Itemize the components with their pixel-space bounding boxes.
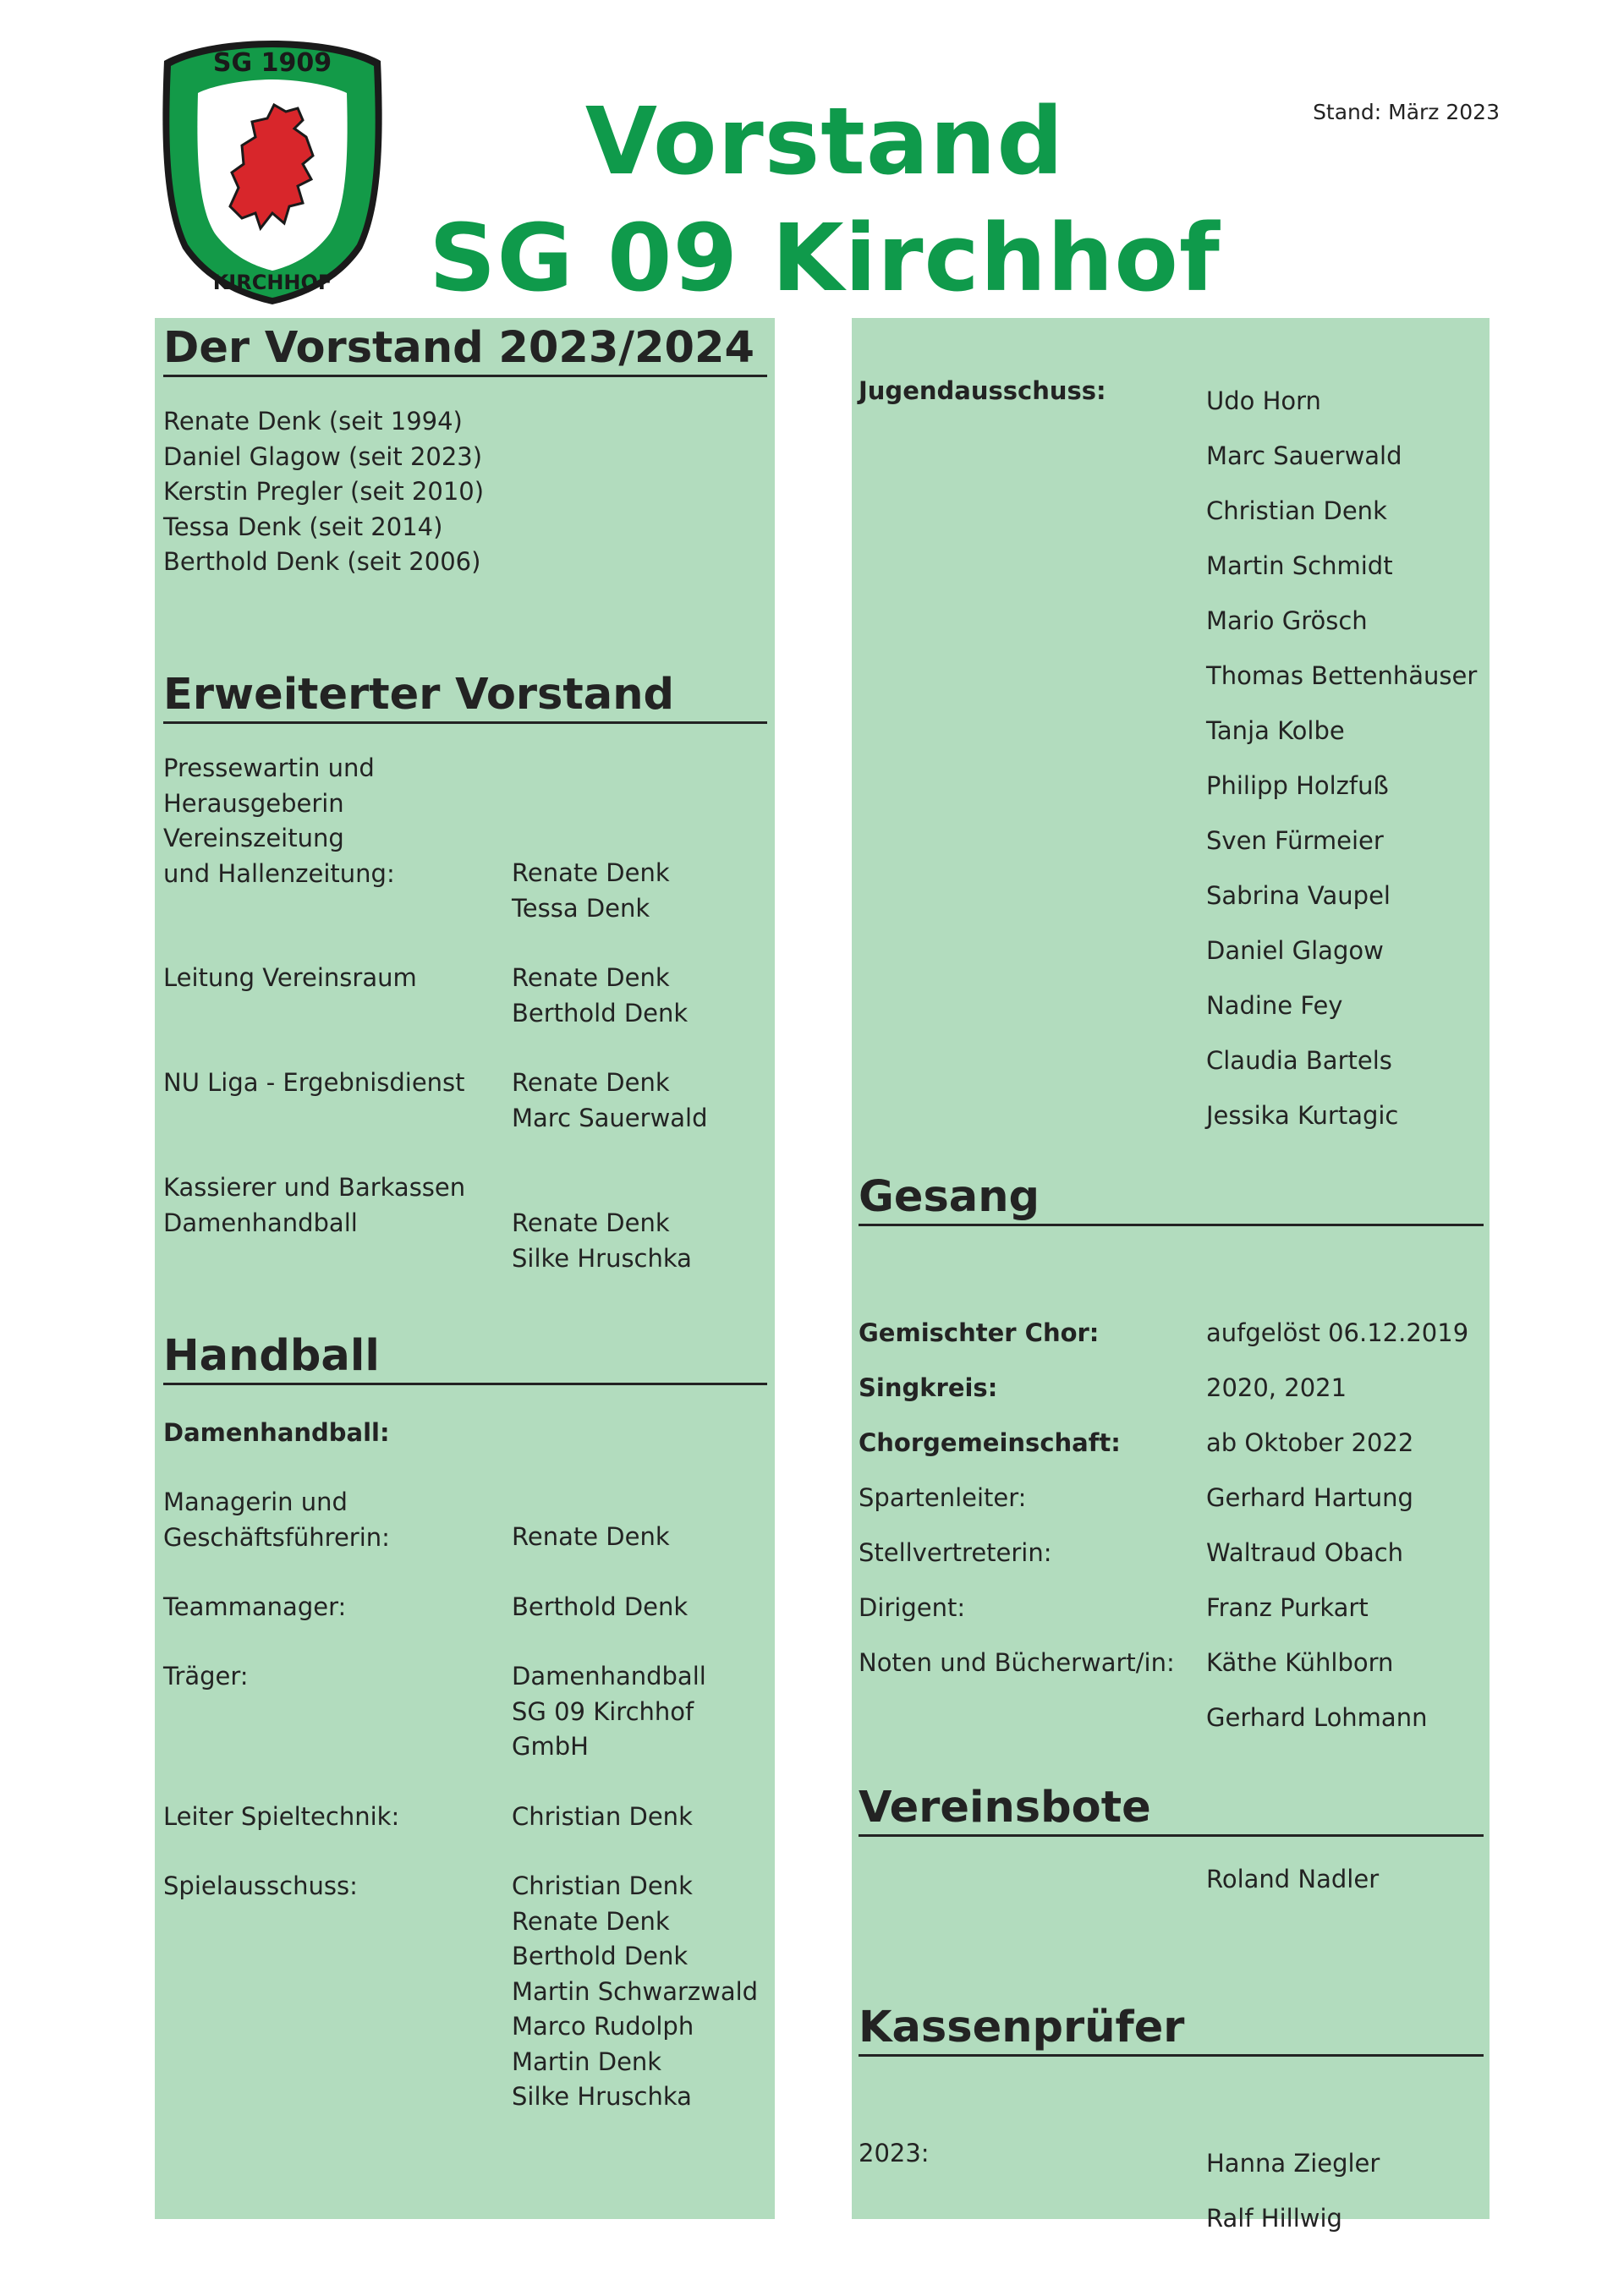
- person-name: Daniel Glagow: [1206, 936, 1384, 965]
- person-name: Marco Rudolph: [512, 2012, 694, 2041]
- role-label-line: Vereinszeitung: [163, 824, 344, 852]
- role-names: [512, 961, 688, 1031]
- gesang-value: Franz Purkart: [1206, 1593, 1369, 1622]
- person-name: Philipp Holzfuß: [1206, 771, 1389, 800]
- role-label-line: Managerin und: [163, 1488, 348, 1516]
- person-name: Claudia Bartels: [1206, 1046, 1392, 1075]
- person-name: Martin Schmidt: [1206, 551, 1393, 580]
- role-label: [163, 1066, 465, 1101]
- gesang-values: [1206, 1306, 1468, 1745]
- person-name: Renate Denk: [512, 963, 670, 992]
- role-label: [163, 961, 417, 996]
- person-name: Marc Sauerwald: [1206, 441, 1402, 470]
- person-name: Udo Horn: [1206, 386, 1321, 415]
- role-label: [163, 1659, 249, 1695]
- gesang-value: Gerhard Hartung: [1206, 1483, 1413, 1512]
- person-name: Berthold Denk: [512, 1942, 689, 1970]
- gesang-label: Noten und Bücherwart/in:: [859, 1648, 1175, 1677]
- role-label: [163, 751, 395, 891]
- role-names: [512, 1206, 692, 1276]
- role-label-line: Herausgeberin: [163, 788, 344, 818]
- role-label: [163, 1869, 358, 1904]
- role-names: [512, 1800, 693, 1835]
- person-name: Tessa Denk: [512, 893, 650, 923]
- person-name: Renate Denk: [512, 1068, 670, 1097]
- jugend-names: [1206, 374, 1477, 1143]
- gesang-label: Chorgemeinschaft:: [859, 1428, 1121, 1457]
- person-name: Nadine Fey: [1206, 991, 1343, 1020]
- role-label: [163, 1170, 465, 1241]
- role-label-line: Pressewartin und: [163, 753, 375, 782]
- damenhandball-subheading: Damenhandball:: [163, 1418, 390, 1447]
- role-label-line: Träger:: [163, 1662, 249, 1690]
- person-name: Marc Sauerwald: [512, 1103, 708, 1132]
- role-label-line: Leiter Spieltechnik:: [163, 1802, 400, 1831]
- left-panel: [155, 318, 775, 2219]
- role-names: [512, 1066, 708, 1136]
- role-label-line: Leitung Vereinsraum: [163, 963, 417, 992]
- page-title-line1: Vorstand: [584, 87, 1065, 195]
- logo-text-top: SG 1909: [212, 48, 332, 78]
- person-name: Sabrina Vaupel: [1206, 881, 1391, 910]
- gesang-label: Stellvertreterin:: [859, 1538, 1052, 1567]
- person-name: Christian Denk: [1206, 496, 1387, 525]
- role-label: [163, 1590, 346, 1625]
- list-item: Renate Denk (seit 1994): [163, 407, 463, 436]
- person-name: Renate Denk: [512, 858, 670, 887]
- role-names: [512, 856, 670, 926]
- role-label: [163, 1800, 399, 1835]
- page-title-line2: SG 09 Kirchhof: [429, 204, 1221, 312]
- list-item: Berthold Denk (seit 2006): [163, 547, 481, 576]
- role-label-line: Kassierer und Barkassen: [163, 1173, 466, 1202]
- gesang-label: Dirigent:: [859, 1593, 966, 1622]
- list-item: Kerstin Pregler (seit 2010): [163, 477, 485, 506]
- role-label-line: Damenhandball: [163, 1208, 358, 1237]
- person-name: GmbH: [512, 1732, 589, 1761]
- right-panel: [852, 318, 1490, 2233]
- role-names: [512, 1520, 670, 1555]
- person-name: Jessika Kurtagic: [1206, 1101, 1399, 1130]
- vereinsbote-name: Roland Nadler: [1206, 1865, 1380, 1893]
- role-names: [512, 1869, 758, 2115]
- role-label-line: und Hallenzeitung:: [163, 858, 395, 888]
- gesang-value: Waltraud Obach: [1206, 1538, 1404, 1567]
- person-name: Hanna Ziegler: [1206, 2149, 1380, 2178]
- jugend-label: Jugendausschuss:: [859, 376, 1106, 405]
- person-name: Silke Hruschka: [512, 1243, 692, 1273]
- role-label-line: Teammanager:: [163, 1592, 347, 1621]
- gesang-label: Gemischter Chor:: [859, 1318, 1100, 1347]
- person-name: Mario Grösch: [1206, 606, 1368, 635]
- person-name: Renate Denk: [512, 1906, 670, 1936]
- gesang-value: Käthe Kühlborn: [1206, 1648, 1394, 1677]
- gesang-value: aufgelöst 06.12.2019: [1206, 1318, 1469, 1347]
- kassenpruefer-heading: Kassenprüfer: [859, 2006, 1484, 2057]
- person-name: Sven Fürmeier: [1206, 826, 1384, 855]
- gesang-labels: [859, 1306, 1175, 1690]
- list-item: Tessa Denk (seit 2014): [163, 512, 443, 541]
- role-names: [512, 1590, 688, 1625]
- person-name: Berthold Denk: [512, 998, 689, 1027]
- role-label-line: Geschäftsführerin:: [163, 1522, 390, 1552]
- person-name: Tanja Kolbe: [1206, 716, 1345, 745]
- person-name: Damenhandball: [512, 1662, 706, 1690]
- gesang-value: 2020, 2021: [1206, 1373, 1347, 1402]
- role-names: [512, 1659, 706, 1765]
- kassenpruefer-year: 2023:: [859, 2139, 930, 2167]
- gesang-value: Gerhard Lohmann: [1206, 1703, 1428, 1732]
- person-name: Thomas Bettenhäuser: [1206, 661, 1478, 690]
- role-label-line: Spielausschuss:: [163, 1871, 358, 1900]
- handball-heading: Handball: [163, 1334, 767, 1385]
- person-name: Berthold Denk: [512, 1592, 689, 1621]
- logo-text-bottom: KIRCHHOF: [212, 271, 332, 294]
- person-name: Martin Denk: [512, 2047, 662, 2076]
- person-name: Ralf Hillwig: [1206, 2204, 1342, 2233]
- gesang-label: Spartenleiter:: [859, 1483, 1027, 1512]
- erweitert-heading: Erweiterter Vorstand: [163, 673, 767, 724]
- vereinsbote-heading: Vereinsbote: [859, 1786, 1484, 1837]
- person-name: SG 09 Kirchhof: [512, 1696, 694, 1726]
- list-item: Daniel Glagow (seit 2023): [163, 441, 483, 471]
- gesang-label: Singkreis:: [859, 1373, 998, 1402]
- stand-date: Stand: März 2023: [1313, 100, 1500, 124]
- vorstand-heading: Der Vorstand 2023/2024: [163, 326, 767, 377]
- person-name: Renate Denk: [512, 1522, 670, 1551]
- role-label-line: NU Liga - Ergebnisdienst: [163, 1068, 465, 1097]
- person-name: Renate Denk: [512, 1208, 670, 1237]
- person-name: Christian Denk: [512, 1802, 693, 1831]
- role-label: [163, 1485, 390, 1555]
- person-name: Martin Schwarzwald: [512, 1976, 759, 2006]
- gesang-value: ab Oktober 2022: [1206, 1428, 1414, 1457]
- person-name: Christian Denk: [512, 1871, 693, 1900]
- vorstand-members: [163, 404, 484, 580]
- person-name: Silke Hruschka: [512, 2082, 692, 2111]
- gesang-heading: Gesang: [859, 1175, 1484, 1226]
- kassenpruefer-names: [1206, 2136, 1380, 2246]
